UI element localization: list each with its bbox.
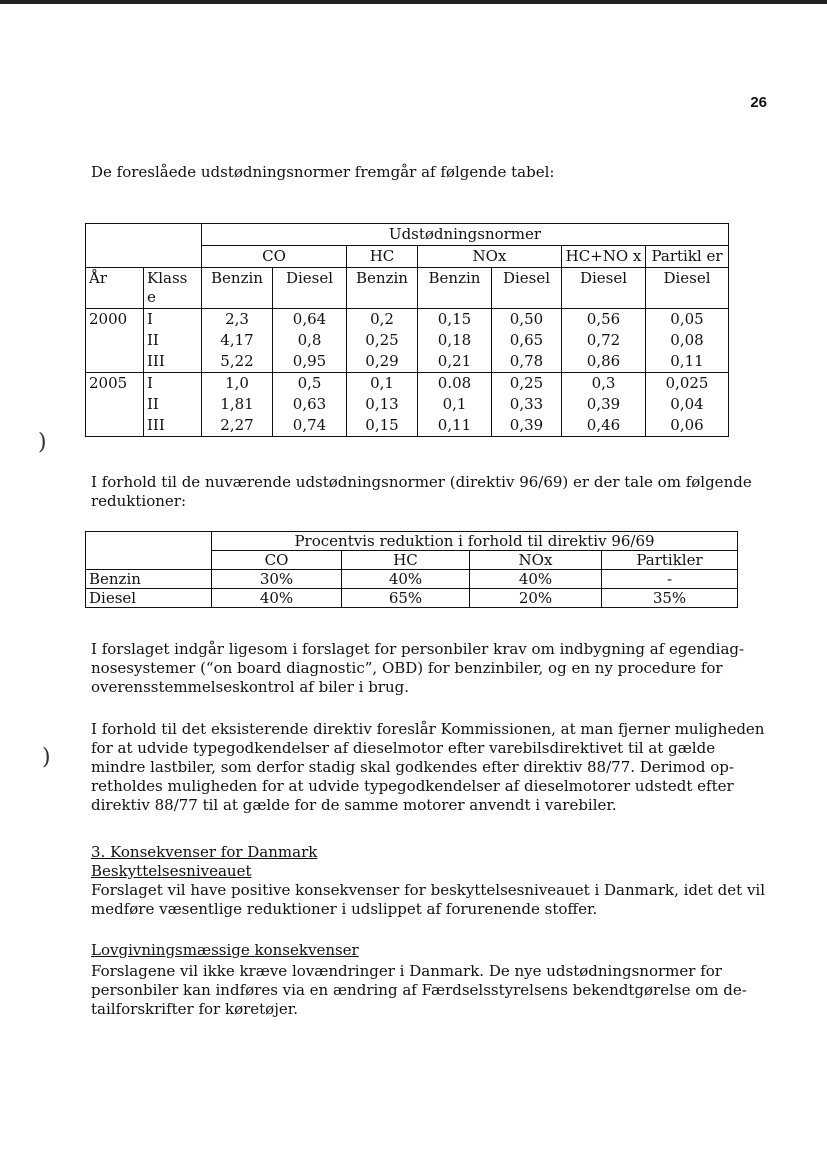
table-row — [86, 309, 729, 331]
table1-cell: 0,05 — [646, 309, 729, 331]
table1-year: 2000 — [86, 309, 144, 331]
table2-col-hc: HC — [342, 551, 470, 570]
table1-cell: 0,33 — [492, 394, 562, 415]
table1-klasse: I — [144, 309, 202, 331]
table1-cell: 0,025 — [646, 373, 729, 395]
table1-klasse: I — [144, 373, 202, 395]
table1-corner — [86, 224, 202, 268]
intro-paragraph: De foreslåede udstødningsnormer fremgår af følgende tabel: — [91, 163, 555, 181]
directive-paragraph: I forhold til det eksisterende direktiv foreslår Kommissionen, at man fjerner muligheden for at udvide typegodkendelser af dieselmotor efter varebilsdirektivet til at gælde mindre lastbiler, som derfor stadig skal godkendes efter direktiv 88/77. Derimod opretholdes muligheden for at udvide typegodkendelser af dieselmotorer udstedt efter direktiv 88/77 til at gælde for de samme motorer anvendt i varebiler. — [91, 720, 765, 814]
table1-cell: 0,1 — [418, 394, 492, 415]
table-row — [86, 373, 729, 395]
table1-cell: 0,63 — [273, 394, 347, 415]
section-heading: 3. Konsekvenser for Danmark — [91, 843, 318, 861]
table1-col-year: År — [86, 268, 144, 309]
table1-cell: 0,11 — [418, 415, 492, 437]
lovgivning-paragraph: Forslagene vil ikke kræve lovændringer i Danmark. De nye udstødningsnormer for personbiler kan indføres via en ændring af Færdselsstyrelsens bekendtgørelse om detailforskrifter for køretøjer. — [91, 962, 747, 1018]
table2-cell: - — [602, 570, 738, 589]
table1-klasse: III — [144, 415, 202, 437]
table1-cell: 5,22 — [202, 351, 273, 373]
table1-cell: 0,95 — [273, 351, 347, 373]
table1-klasse: III — [144, 351, 202, 373]
reduction-table — [85, 531, 738, 608]
table1-cell: 0,8 — [273, 330, 347, 351]
table1-cell: 2,3 — [202, 309, 273, 331]
table1-cell: 0,08 — [646, 330, 729, 351]
table1-cell: 0,11 — [646, 351, 729, 373]
table1-pollutant-hc: HC — [347, 246, 418, 268]
table-row — [86, 394, 729, 415]
table1-cell: 0,56 — [562, 309, 646, 331]
table1-klasse: II — [144, 394, 202, 415]
table1-cell: 1,81 — [202, 394, 273, 415]
table1-pollutant-co: CO — [202, 246, 347, 268]
table1-cell: 0,3 — [562, 373, 646, 395]
table2-col-partikler: Partikler — [602, 551, 738, 570]
page-number: 26 — [750, 94, 767, 111]
table1-cell: 0,1 — [347, 373, 418, 395]
table1-klasse: II — [144, 330, 202, 351]
table1-cell: 0,72 — [562, 330, 646, 351]
table1-pollutant-hcnox: HC+NO x — [562, 246, 646, 268]
subheading-lovgivning: Lovgivningsmæssige konsekvenser — [91, 941, 359, 959]
table-row — [86, 415, 729, 437]
table1-pollutant-nox: NOx — [418, 246, 562, 268]
table1-year: 2005 — [86, 373, 144, 395]
table-row — [86, 589, 738, 608]
table1-cell: 0,06 — [646, 415, 729, 437]
table1-cell: 0,15 — [418, 309, 492, 331]
table1-group-header: Udstødningsnormer — [202, 224, 729, 246]
table1-col-hc-benzin: Benzin — [347, 268, 418, 309]
table1-col-partikler-diesel: Diesel — [646, 268, 729, 309]
margin-mark: ) — [42, 745, 51, 770]
table1-cell: 0,5 — [273, 373, 347, 395]
table2-cell: 65% — [342, 589, 470, 608]
table1-cell: 0,13 — [347, 394, 418, 415]
table1-cell: 0,25 — [347, 330, 418, 351]
table1-cell: 0,46 — [562, 415, 646, 437]
table2-row-label: Benzin — [86, 570, 212, 589]
table-row — [86, 351, 729, 373]
table1-col-nox-benzin: Benzin — [418, 268, 492, 309]
table-row — [86, 330, 729, 351]
table1-col-co-benzin: Benzin — [202, 268, 273, 309]
table1-cell: 0,65 — [492, 330, 562, 351]
reduction-paragraph: I forhold til de nuværende udstødningsnormer (direktiv 96/69) er der tale om følgende reduktioner: — [91, 473, 752, 510]
table2-cell: 30% — [212, 570, 342, 589]
table1-col-co-diesel: Diesel — [273, 268, 347, 309]
table1-col-nox-diesel: Diesel — [492, 268, 562, 309]
table2-col-nox: NOx — [470, 551, 602, 570]
subheading-beskyttelse: Beskyttelsesniveauet — [91, 862, 252, 880]
table2-corner — [86, 532, 212, 570]
table1-cell: 0,04 — [646, 394, 729, 415]
top-border-rule — [0, 0, 827, 4]
table2-cell: 35% — [602, 589, 738, 608]
table1-cell: 0,39 — [562, 394, 646, 415]
table2-cell: 20% — [470, 589, 602, 608]
table1-cell: 4,17 — [202, 330, 273, 351]
table1-cell: 0,21 — [418, 351, 492, 373]
table2-col-co: CO — [212, 551, 342, 570]
table1-cell: 0.08 — [418, 373, 492, 395]
obd-paragraph: I forslaget indgår ligesom i forslaget for personbiler krav om indbygning af egendiagnosesystemer (“on board diagnostic”, OBD) for benzinbiler, og en ny procedure for overensstemmelseskontrol af biler i brug. — [91, 640, 745, 696]
table-row — [86, 570, 738, 589]
table1-cell: 2,27 — [202, 415, 273, 437]
table1-cell: 0,25 — [492, 373, 562, 395]
table2-row-label: Diesel — [86, 589, 212, 608]
table1-cell: 0,50 — [492, 309, 562, 331]
table1-col-klasse: Klass e — [144, 268, 202, 309]
beskyttelse-paragraph: Forslaget vil have positive konsekvenser for beskyttelsesniveauet i Danmark, idet det vil medføre væsentlige reduktioner i udslippet af forurenende stoffer. — [91, 881, 766, 918]
table1-cell: 0,74 — [273, 415, 347, 437]
table1-cell: 0,39 — [492, 415, 562, 437]
table1-col-hcnox-diesel: Diesel — [562, 268, 646, 309]
emission-norms-table — [85, 223, 729, 437]
table1-pollutant-partikler: Partikl er — [646, 246, 729, 268]
table1-cell: 0,18 — [418, 330, 492, 351]
margin-mark: ) — [38, 430, 47, 455]
table1-cell: 0,78 — [492, 351, 562, 373]
table2-cell: 40% — [470, 570, 602, 589]
table1-cell: 0,15 — [347, 415, 418, 437]
table1-cell: 0,2 — [347, 309, 418, 331]
table1-cell: 1,0 — [202, 373, 273, 395]
table2-cell: 40% — [212, 589, 342, 608]
table1-cell: 0,64 — [273, 309, 347, 331]
table2-group-header: Procentvis reduktion i forhold til direktiv 96/69 — [212, 532, 738, 551]
table1-cell: 0,86 — [562, 351, 646, 373]
table1-cell: 0,29 — [347, 351, 418, 373]
table2-cell: 40% — [342, 570, 470, 589]
